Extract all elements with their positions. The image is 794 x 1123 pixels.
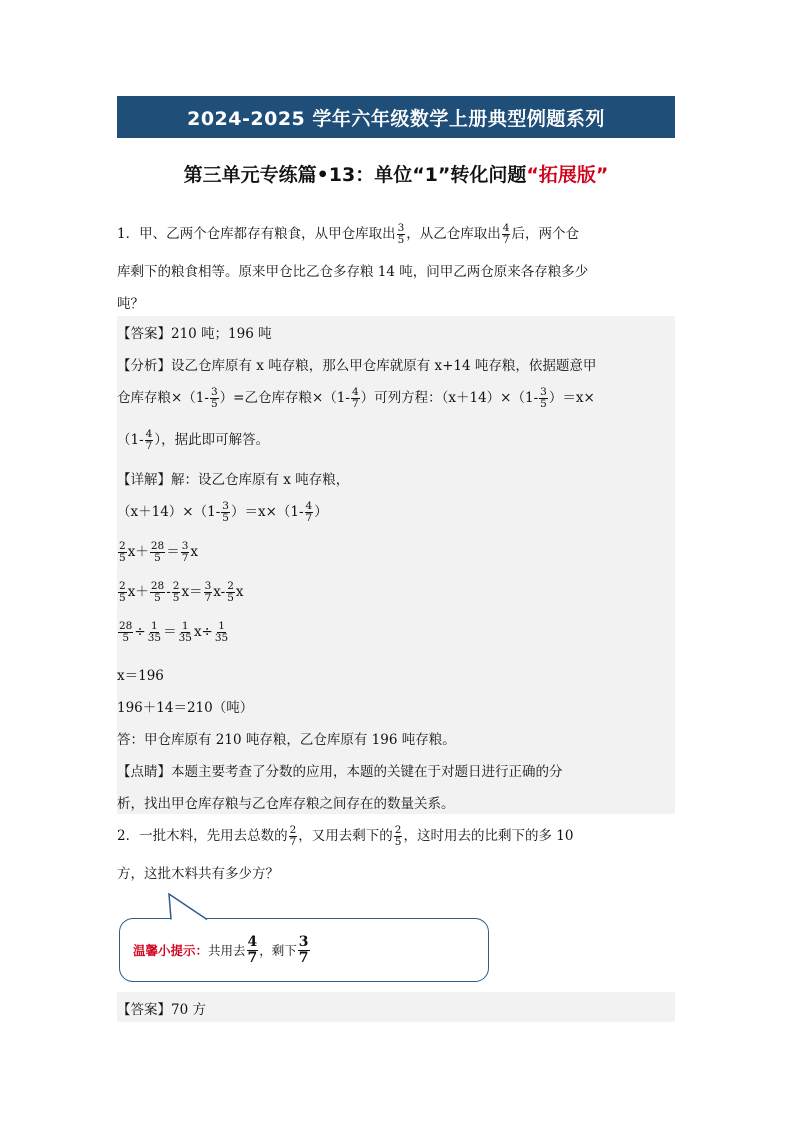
fraction: $\frac{2}{5}$ [119, 580, 126, 604]
fraction: $\frac{3}{5}$ [222, 500, 229, 524]
subtitle-highlight: “拓展版” [526, 164, 609, 186]
fraction: $\frac{3}{5}$ [540, 386, 547, 410]
banner-title: 2024-2025 学年六年级数学上册典型例题系列 [187, 107, 605, 130]
fraction: $\frac{3}{5}$ [397, 222, 405, 246]
fraction: $\frac{1}{35}$ [147, 620, 162, 644]
q1-text: ，从乙仓库取出 [406, 226, 501, 242]
fraction: $\frac{1}{35}$ [214, 620, 229, 644]
fraction: $\frac{4}{7}$ [305, 500, 313, 524]
fraction: $\frac{2}{5}$ [227, 580, 234, 604]
equation-3: $\frac{2}{5}$ x＋ $\frac{28}{5}$ - $\frac{2}{5}$ x＝ $\frac{3}{7}$ x- $\frac{2}{5}$ x [119, 580, 244, 604]
comment-line-1: 【点睛】本题主要考查了分数的应用，本题的关键在于对题日进行正确的分 [117, 764, 563, 780]
equation-5: x＝196 [117, 668, 164, 684]
subtitle-text: 第三单元专练篇•13：单位“1”转化问题 [183, 164, 527, 186]
fraction: $\frac{28}{5}$ [150, 580, 165, 604]
fraction: $\frac{4}{7}$ [502, 222, 510, 246]
conclusion-line: 答：甲仓库原有 210 吨存粮，乙仓库原有 196 吨存粮。 [117, 732, 456, 748]
detail-line: 【详解】解：设乙仓库原有 x 吨存粮， [117, 472, 350, 488]
document-banner [117, 96, 675, 138]
fraction: $\frac{3}{7}$ [181, 540, 189, 564]
section-title [117, 160, 675, 187]
analysis-line-1: 【分析】设乙仓库原有 x 吨存粮，那么甲仓库就原有 x+14 吨存粮，依据题意甲 [117, 358, 597, 374]
fraction: $\frac{28}{5}$ [150, 540, 165, 564]
q1-line-3: 吨？ [117, 296, 144, 312]
analysis-line-2: 仓库存粮×（1- $\frac{3}{5}$ ）=乙仓库存粮×（1- $\frac{4}{7}$ ）可列方程：（x＋14）×（1- $\frac{3}{5}$ ）＝x× [117, 386, 595, 410]
equation-1: （x＋14）×（1- $\frac{3}{5}$ ）＝x×（1- $\frac{4}{7}$ ） [117, 500, 328, 524]
q2-line-1: 2．一批木料，先用去总数的 $\frac{2}{7}$ ，又用去剩下的 $\frac{2}{5}$ ，这时用去的比剩下的多 10 [117, 824, 574, 848]
fraction: $\frac{4}{7}$ [247, 933, 258, 966]
hint-content: 温馨小提示： 共用去 $\frac{4}{7}$ ，剩下 $\frac{3}{7}$ [133, 933, 309, 966]
fraction: $\frac{28}{5}$ [119, 620, 133, 644]
q1-text: 后，两个仓 [511, 226, 579, 242]
comment-line-2: 析，找出甲仓库存粮与乙仓库存粮之间存在的数量关系。 [117, 796, 455, 812]
equation-4: $\frac{28}{5}$ ÷ $\frac{1}{35}$ ＝ $\frac{1}{35}$ x÷ $\frac{1}{35}$ [119, 620, 229, 644]
callout-tail-icon [165, 893, 225, 921]
fraction: $\frac{1}{35}$ [178, 620, 192, 644]
q1-text: 1．甲、乙两个仓库都存有粮食，从甲仓库取出 [117, 226, 396, 242]
hint-label: 温馨小提示： [133, 943, 209, 958]
answer-2: 【答案】70 方 [117, 1002, 206, 1018]
fraction: $\frac{3}{5}$ [210, 386, 218, 410]
fraction: $\frac{2}{5}$ [172, 580, 180, 604]
fraction: $\frac{4}{7}$ [351, 386, 359, 410]
fraction: $\frac{2}{5}$ [394, 824, 402, 848]
fraction: $\frac{3}{7}$ [204, 580, 212, 604]
analysis-line-3: （1- $\frac{4}{7}$ ），据此即可解答。 [117, 428, 270, 452]
q1-line-2: 库剩下的粮食相等。原来甲仓比乙仓多存粮 14 吨，问甲乙两仓原来各存粮多少 [117, 264, 589, 280]
fraction: $\frac{4}{7}$ [145, 428, 153, 452]
q1-line-1 [117, 222, 675, 246]
answer-1: 【答案】210 吨；196 吨 [117, 326, 272, 342]
equation-6: 196＋14＝210（吨） [117, 700, 254, 716]
fraction: $\frac{3}{7}$ [298, 933, 309, 966]
equation-2: $\frac{2}{5}$ x＋ $\frac{28}{5}$ ＝ $\frac{3}{7}$ x [119, 540, 198, 564]
fraction: $\frac{2}{5}$ [119, 540, 126, 564]
fraction: $\frac{2}{7}$ [289, 824, 297, 848]
q2-line-2: 方，这批木料共有多少方？ [117, 866, 279, 882]
